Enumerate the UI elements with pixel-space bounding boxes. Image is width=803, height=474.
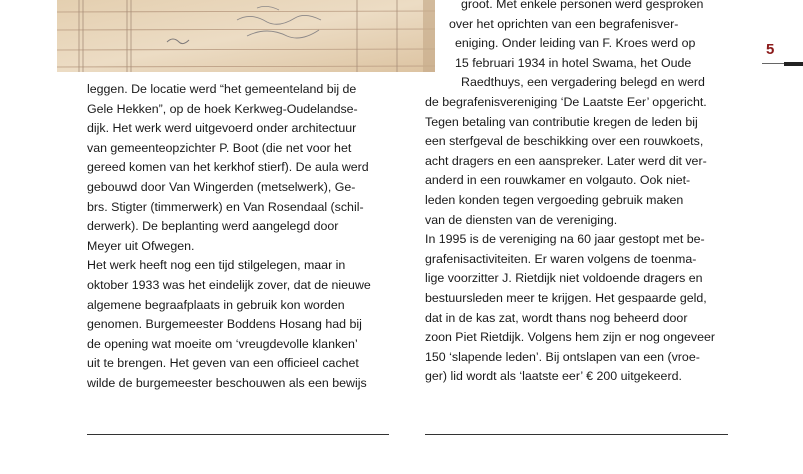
text-line: zoon Piet Rietdijk. Volgens hem zijn er nog ongeveer [425,330,715,345]
text-line: van gemeenteopzichter P. Boot (die net voor het [87,140,352,155]
text-line: Raedthuys, een vergadering belegd en werd [461,75,705,90]
text-line: brs. Stigter (timmerwerk) en Van Rosendaal (schil- [87,199,364,214]
right-text-column [425,0,735,387]
text-line: dijk. Het werk werd uitgevoerd onder architectuur [87,121,357,136]
text-line: 150 ‘slapende leden’. Bij ontslapen van een (vroe- [425,349,700,364]
text-line: ger) lid wordt als ‘laatste eer’ € 200 uitgekeerd. [425,369,682,384]
text-line: In 1995 is de vereniging na 60 jaar gestopt met be- [425,232,705,247]
text-line: acht dragers en een aanspreker. Later werd dit ver- [425,153,707,168]
handwritten-register-image [57,0,435,72]
page-number-rule-accent [784,62,803,66]
text-line: oktober 1933 was het eindelijk zover, dat de nieuwe [87,277,371,292]
text-line: Gele Hekken”, op de hoek Kerkweg-Oudelandse- [87,101,358,116]
text-line: wilde de burgemeester beschouwen als een bewijs [87,375,367,390]
text-line: de opening wat moeite om ‘vreugdevolle klanken’ [87,336,358,351]
text-line: bestuursleden meer te krijgen. Het gespaarde geld, [425,290,707,305]
right-footer-rule [425,434,728,435]
text-line: genomen. Burgemeester Boddens Hosang had bij [87,317,362,332]
text-line: lige voorzitter J. Rietdijk niet voldoende dragers en [425,271,703,286]
text-line: een sterfgeval de beschikking over een rouwkoets, [425,134,704,149]
text-line: de begrafenisvereniging ‘De Laatste Eer’ opgericht. [425,94,707,109]
text-line: gebouwd door Van Wingerden (metselwerk), Ge- [87,179,356,194]
text-line: 15 februari 1934 in hotel Swama, het Oude [455,55,692,70]
text-line: algemene begraafplaats in gebruik kon worden [87,297,345,312]
text-line: leggen. De locatie werd “het gemeenteland bij de [87,82,357,96]
text-line: leden konden tegen vergoeding gebruik maken [425,192,684,207]
text-line: van de diensten van de vereniging. [425,212,618,227]
text-line: derwerk). De beplanting werd aangelegd door [87,219,339,234]
archive-document-photo [57,0,435,72]
text-line: grafenisactiviteiten. Er waren volgens de toenma- [425,251,697,266]
text-line: groot. Met enkele personen werd gesproken [461,0,704,11]
text-line: uit te brengen. Het geven van een officieel cachet [87,356,359,371]
left-footer-rule [87,434,389,435]
text-line: Het werk heeft nog een tijd stilgelegen, maar in [87,258,346,273]
left-text-column [87,80,392,394]
text-line: Tegen betaling van contributie kregen de leden bij [425,114,698,129]
text-line: eniging. Onder leiding van F. Kroes werd op [455,36,696,51]
text-line: gereed komen van het kerkhof stierf). De aula werd [87,160,369,175]
text-line: dat in de kas zat, wordt thans nog beheerd door [425,310,688,325]
text-line: anderd in een rouwkamer en volgauto. Ook niet- [425,173,691,188]
text-line: over het oprichten van een begrafenisver- [449,16,679,31]
page-number: 5 [766,41,775,58]
text-line: Meyer uit Ofwegen. [87,238,195,253]
